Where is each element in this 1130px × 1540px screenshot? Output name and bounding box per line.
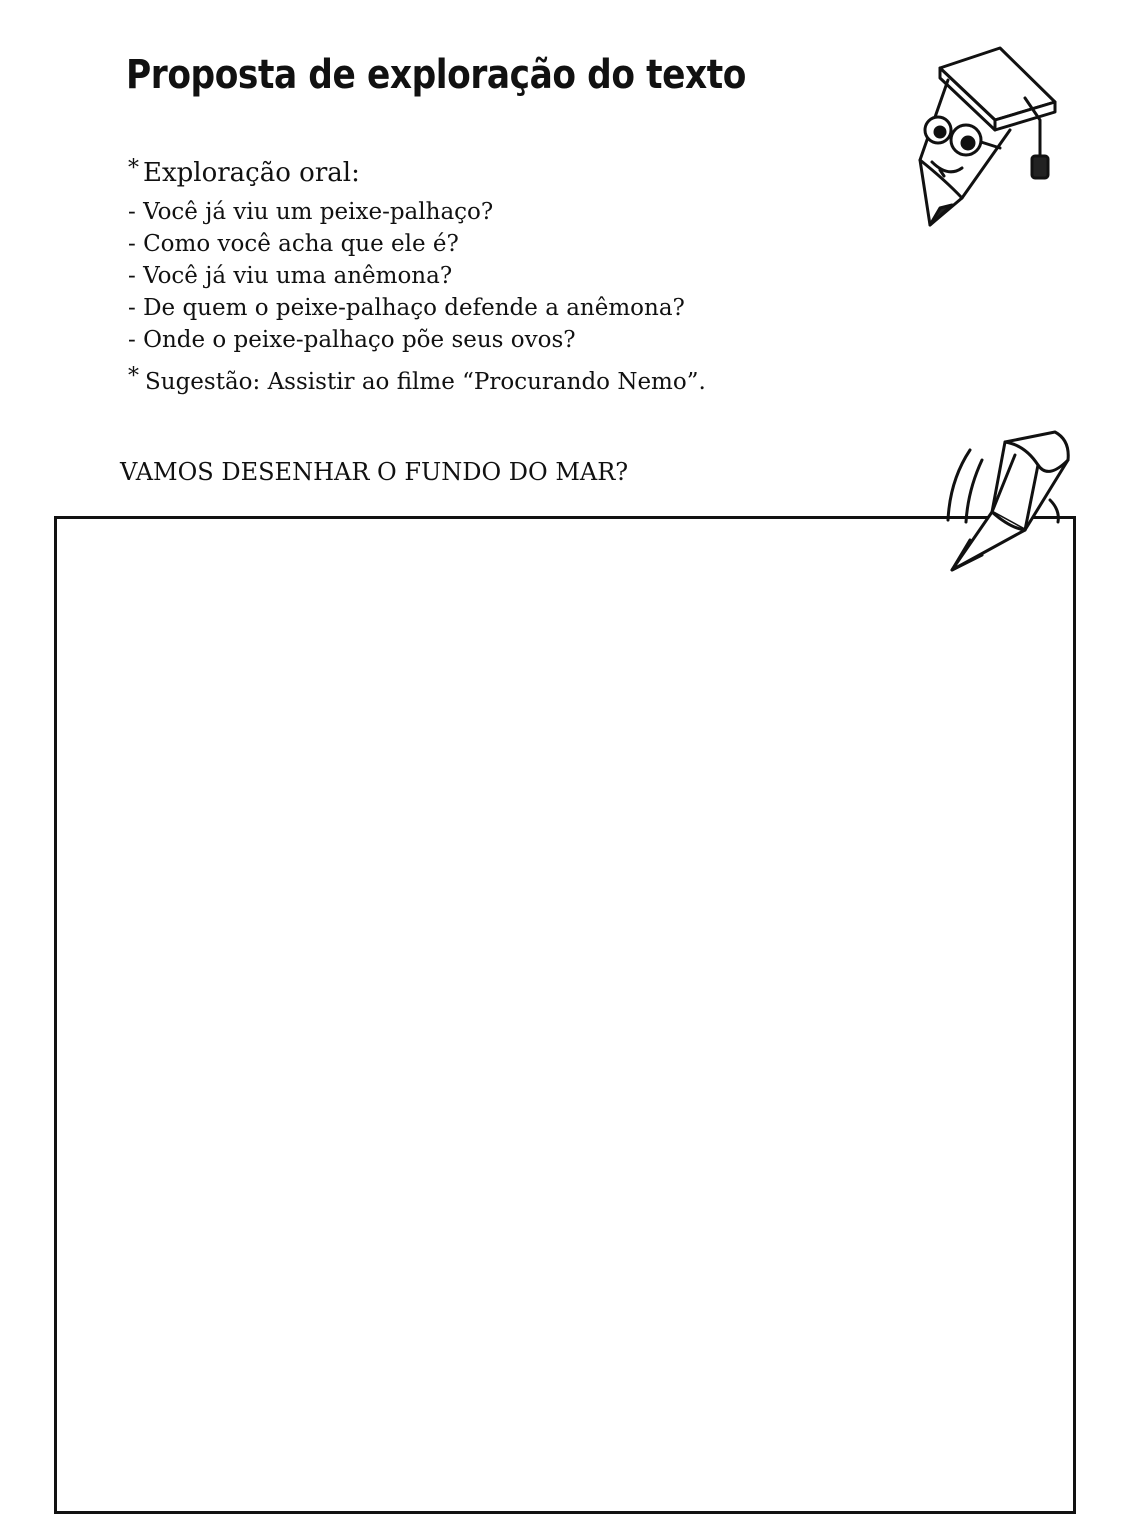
question-item: - Você já viu uma anêmona? bbox=[128, 263, 453, 289]
oral-exploration-heading bbox=[128, 156, 360, 188]
oral-exploration-label: Exploração oral: bbox=[143, 158, 360, 188]
suggestion-text: Sugestão: Assistir ao filme “Procurando Nemo”. bbox=[145, 369, 706, 395]
suggestion-line bbox=[128, 364, 706, 395]
question-item: - Você já viu um peixe-palhaço? bbox=[128, 199, 494, 225]
question-item: - De quem o peixe-palhaço defende a anêmona? bbox=[128, 295, 685, 321]
question-list bbox=[128, 198, 685, 358]
asterisk-marker: * bbox=[128, 364, 139, 389]
asterisk-marker: * bbox=[128, 156, 139, 181]
page-title: Proposta de exploração do texto bbox=[126, 52, 747, 98]
drawing-area[interactable] bbox=[54, 516, 1076, 1514]
graduate-pencil-mascot-icon bbox=[900, 40, 1070, 240]
question-item: - Onde o peixe-palhaço põe seus ovos? bbox=[128, 327, 576, 353]
pencil-icon bbox=[930, 410, 1090, 590]
question-item: - Como você acha que ele é? bbox=[128, 231, 459, 257]
drawing-prompt: VAMOS DESENHAR O FUNDO DO MAR? bbox=[120, 458, 629, 486]
